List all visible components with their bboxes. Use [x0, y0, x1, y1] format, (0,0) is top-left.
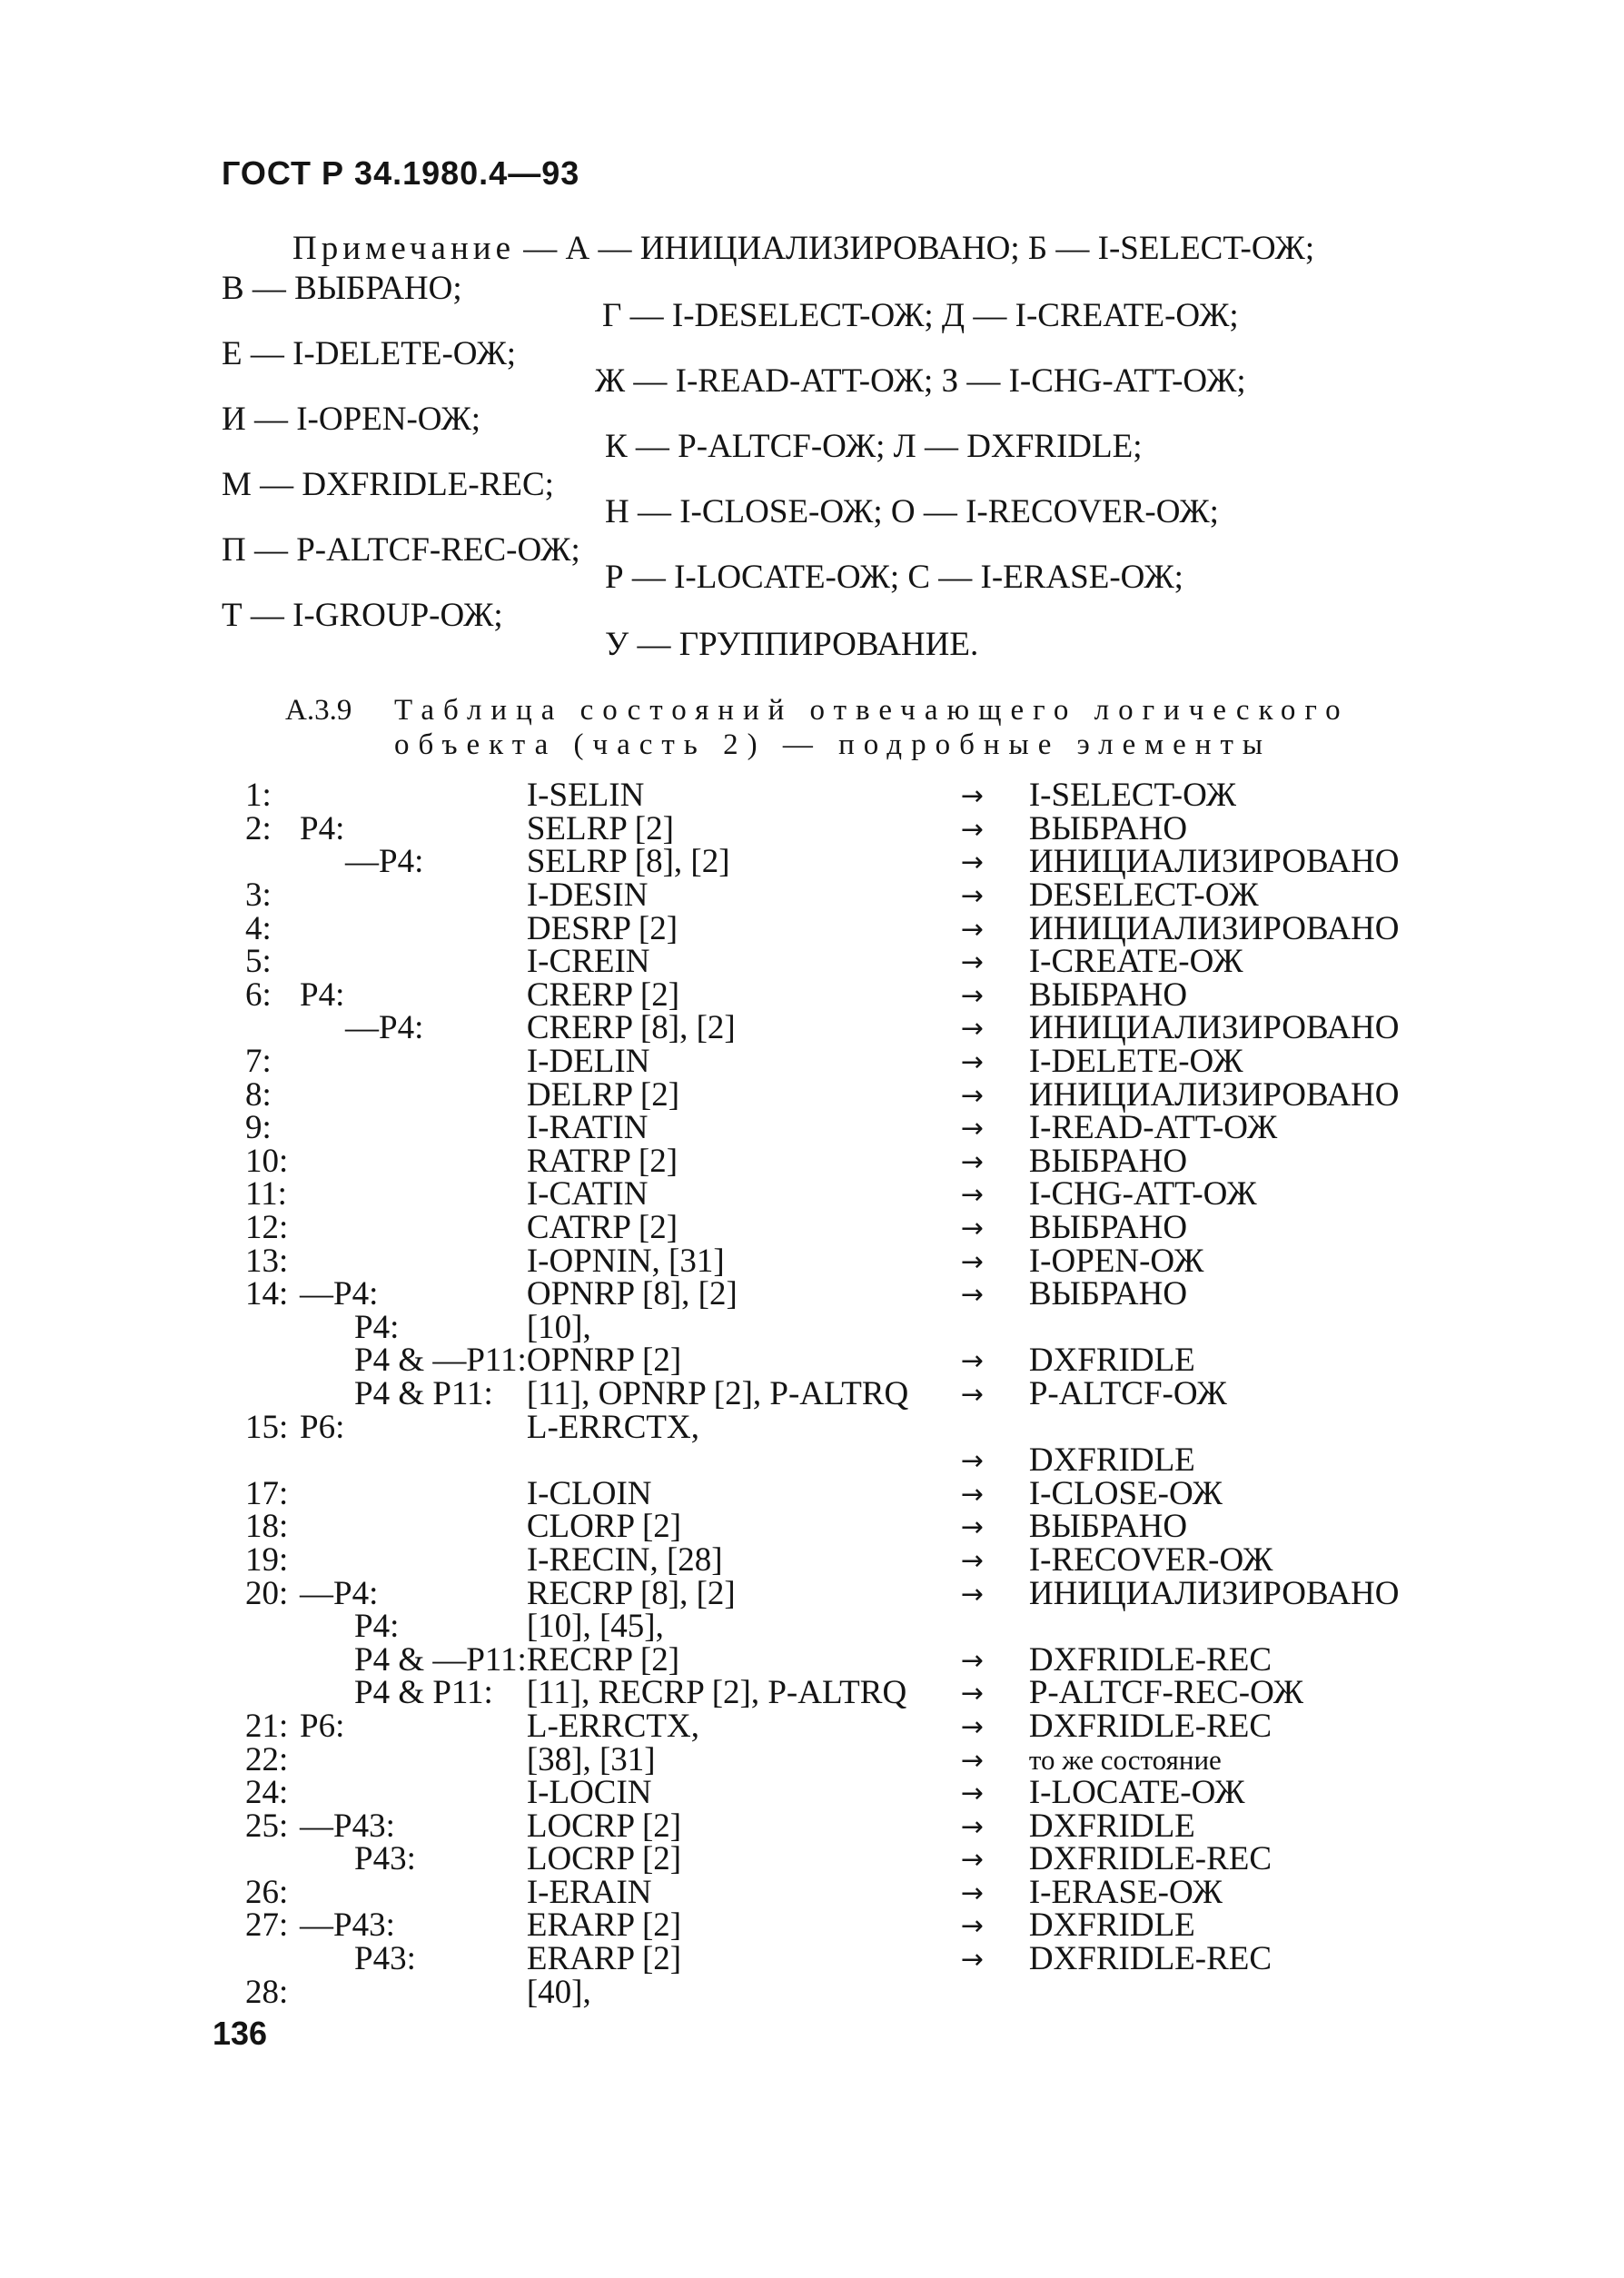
table-row: [245, 846, 1400, 879]
row-action: RATRP [2]: [526, 1142, 678, 1180]
row-action: I-DELIN: [526, 1043, 650, 1081]
row-action: RECRP [8], [2]: [526, 1574, 736, 1612]
row-number-condition-cell: [245, 1109, 527, 1147]
right-arrow-icon: →: [960, 1644, 984, 1677]
row-number: 8:: [245, 1075, 272, 1114]
table-row: [245, 1809, 1400, 1843]
row-number-condition-cell: [245, 1244, 527, 1278]
transition-arrow-cell: [961, 1411, 1029, 1444]
row-next-state: ВЫБРАНО: [1028, 1275, 1188, 1313]
row-next-state: DXFRIDLE-REC: [1028, 1707, 1272, 1745]
row-action: [38], [31]: [526, 1740, 656, 1778]
transition-arrow-cell: [961, 1444, 1029, 1478]
row-action: CRERP [8], [2]: [526, 1009, 736, 1047]
transition-arrow-cell: [961, 879, 1029, 913]
right-arrow-icon: →: [960, 780, 984, 813]
transition-arrow-cell: [961, 1777, 1029, 1810]
row-next-state: I-LOCATE-ОЖ: [1028, 1774, 1245, 1812]
right-arrow-icon: →: [960, 1445, 984, 1478]
row-action: I-ERAIN: [526, 1873, 652, 1911]
row-action: I-RATIN: [526, 1109, 649, 1147]
right-arrow-icon: →: [960, 1179, 984, 1212]
note-label: Примечание: [292, 230, 515, 267]
row-number-condition-cell: [245, 976, 527, 1014]
right-arrow-icon: →: [960, 1578, 984, 1610]
row-number: 14:: [245, 1275, 289, 1313]
row-next-state: I-CREATE-ОЖ: [1028, 943, 1243, 981]
table-row: [245, 979, 1400, 1013]
table-row: [245, 1378, 1400, 1411]
row-next-state: ВЫБРАНО: [1028, 976, 1188, 1014]
row-condition: Р43:: [354, 1840, 416, 1878]
transition-arrow-cell: [961, 1378, 1029, 1411]
row-number-condition-cell: [245, 943, 527, 981]
table-row: [245, 1643, 1400, 1677]
row-number-condition-cell: [245, 1308, 527, 1346]
row-action: I-CLOIN: [526, 1474, 652, 1512]
right-arrow-icon: →: [960, 1145, 984, 1178]
right-arrow-icon: →: [960, 1710, 984, 1743]
note-line-12: У — ГРУППИРОВАНИЕ.: [605, 626, 979, 663]
table-row: [245, 1344, 1400, 1378]
table-row: [245, 1544, 1400, 1578]
row-number-condition-cell: [245, 809, 527, 847]
transition-arrow-cell: [961, 1710, 1029, 1744]
transition-arrow-cell: [961, 1544, 1029, 1578]
row-next-state: то же состояние: [1028, 1743, 1222, 1776]
table-row: [245, 1145, 1400, 1179]
row-condition: Р4 & —Р11:: [354, 1640, 527, 1679]
row-next-state: ИНИЦИАЛИЗИРОВАНО: [1028, 1075, 1400, 1114]
table-row: [245, 1577, 1400, 1610]
right-arrow-icon: →: [960, 880, 984, 913]
row-action: LOCRP [2]: [526, 1807, 682, 1845]
row-number-condition-cell: [245, 1740, 527, 1778]
row-next-state: DESELECT-ОЖ: [1028, 877, 1259, 915]
table-row: [245, 1112, 1400, 1145]
right-arrow-icon: →: [960, 1079, 984, 1112]
row-number: 22:: [245, 1740, 289, 1778]
row-number-condition-cell: [245, 843, 527, 881]
note-line-4: Ж — I-READ-ATT-ОЖ; З — I-CHG-ATT-ОЖ;: [595, 362, 1246, 400]
right-arrow-icon: →: [960, 979, 984, 1012]
table-row: [245, 1510, 1400, 1544]
transition-arrow-cell: [961, 1244, 1029, 1278]
note-line-11: Т — I-GROUP-ОЖ;: [222, 597, 503, 634]
row-number-condition-cell: [245, 1940, 527, 1978]
row-next-state: I-SELECT-ОЖ: [1028, 777, 1237, 815]
row-next-state: [1029, 1312, 1400, 1345]
page-header: ГОСТ Р 34.1980.4—93: [222, 154, 580, 192]
row-action: I-OPNIN, [31]: [526, 1242, 725, 1280]
row-number-condition-cell: [245, 1909, 527, 1943]
row-next-state: ИНИЦИАЛИЗИРОВАНО: [1028, 1574, 1400, 1612]
row-next-state: ВЫБРАНО: [1028, 809, 1188, 847]
row-action: [527, 1444, 961, 1478]
transition-arrow-cell: [961, 1643, 1029, 1677]
right-arrow-icon: →: [960, 1279, 984, 1312]
table-row: [245, 1078, 1400, 1112]
row-action: DELRP [2]: [526, 1075, 680, 1114]
table-row: [245, 1976, 1400, 2009]
table-row: [245, 813, 1400, 847]
row-number: 26:: [245, 1873, 289, 1911]
table-row: [245, 1710, 1400, 1744]
note-line-1: В — ВЫБРАНО;: [222, 270, 462, 307]
row-number-condition-cell: [245, 1540, 527, 1579]
row-number: 25:: [245, 1807, 289, 1845]
row-number-condition-cell: [245, 879, 527, 913]
table-row: [245, 1477, 1400, 1510]
right-arrow-icon: →: [960, 1778, 984, 1810]
right-arrow-icon: →: [960, 1844, 984, 1877]
row-next-state: I-READ-ATT-ОЖ: [1028, 1109, 1278, 1147]
row-action: LOCRP [2]: [526, 1840, 682, 1878]
row-next-state: ВЫБРАНО: [1028, 1209, 1188, 1247]
transition-arrow-cell: [961, 1477, 1029, 1510]
row-number-condition-cell: [245, 1574, 527, 1612]
right-arrow-icon: →: [960, 1013, 984, 1045]
row-number: 3:: [245, 877, 272, 915]
row-next-state: P-ALTCF-REC-ОЖ: [1028, 1674, 1304, 1712]
row-number-condition-cell: [245, 779, 527, 813]
transition-arrow-cell: [961, 946, 1029, 979]
right-arrow-icon: →: [960, 1478, 984, 1510]
row-number-condition-cell: [245, 1142, 527, 1180]
section-number: А.3.9: [285, 694, 352, 727]
row-condition: —Р4:: [300, 1574, 379, 1612]
row-next-state: DXFRIDLE-REC: [1028, 1940, 1272, 1978]
row-number: 20:: [245, 1574, 289, 1612]
row-action: [11], OPNRP [2], P-ALTRQ: [526, 1374, 909, 1412]
table-row: [245, 1178, 1400, 1212]
note-line-3: Е — I-DELETE-ОЖ;: [222, 335, 517, 372]
row-condition: Р6:: [300, 1707, 345, 1745]
row-number: 27:: [245, 1907, 289, 1945]
right-arrow-icon: →: [960, 946, 984, 979]
table-row: [245, 1212, 1400, 1245]
row-number-condition-cell: [245, 1707, 527, 1745]
transition-arrow-cell: [961, 813, 1029, 847]
row-condition: Р4 & —Р11:: [354, 1342, 527, 1380]
table-row: [245, 1312, 1400, 1345]
transition-arrow-cell: [961, 1012, 1029, 1045]
row-next-state: [1029, 1610, 1400, 1644]
row-number-condition-cell: [245, 1175, 527, 1213]
row-next-state: ИНИЦИАЛИЗИРОВАНО: [1028, 909, 1400, 947]
row-condition: Р4 & Р11:: [354, 1374, 493, 1412]
row-action: ERARP [2]: [526, 1907, 682, 1945]
row-number-condition-cell: [245, 1444, 527, 1478]
section-title-line-2: объекта (часть 2) — подробные элементы: [394, 728, 1272, 761]
transition-arrow-cell: [961, 1212, 1029, 1245]
table-row: [245, 946, 1400, 979]
row-number-condition-cell: [245, 1973, 527, 2011]
table-row: [245, 1843, 1400, 1877]
row-number-condition-cell: [245, 1045, 527, 1079]
row-number-condition-cell: [245, 1275, 527, 1313]
row-next-state: DXFRIDLE-REC: [1028, 1640, 1272, 1679]
row-action: [10],: [526, 1308, 591, 1346]
row-number-condition-cell: [245, 1610, 527, 1644]
row-next-state: ИНИЦИАЛИЗИРОВАНО: [1028, 1009, 1400, 1047]
row-action: I-RECIN, [28]: [526, 1540, 723, 1579]
row-number: 1:: [245, 777, 272, 815]
right-arrow-icon: →: [960, 1678, 984, 1710]
row-next-state: I-OPEN-ОЖ: [1028, 1242, 1204, 1280]
row-action: I-CREIN: [526, 943, 650, 981]
row-next-state: ВЫБРАНО: [1028, 1508, 1188, 1546]
transition-arrow-cell: [961, 1078, 1029, 1112]
table-row: [245, 1411, 1400, 1444]
row-condition: —Р4:: [300, 1275, 379, 1313]
row-next-state: DXFRIDLE: [1028, 1807, 1195, 1845]
transition-arrow-cell: [961, 1577, 1029, 1610]
row-next-state: ИНИЦИАЛИЗИРОВАНО: [1028, 843, 1400, 881]
row-condition: —Р43:: [300, 1907, 395, 1945]
row-number: 12:: [245, 1209, 289, 1247]
row-number-condition-cell: [245, 1344, 527, 1378]
row-next-state: I-DELETE-ОЖ: [1028, 1043, 1243, 1081]
right-arrow-icon: →: [960, 1245, 984, 1278]
row-number-condition-cell: [245, 1873, 527, 1911]
row-action: DESRP [2]: [526, 909, 678, 947]
row-number-condition-cell: [245, 1474, 527, 1512]
row-action: [40],: [526, 1973, 591, 2011]
row-action: [10], [45],: [526, 1608, 664, 1646]
row-next-state: DXFRIDLE-REC: [1028, 1840, 1272, 1878]
right-arrow-icon: →: [960, 1213, 984, 1245]
row-action: L-ERRCTX,: [526, 1707, 699, 1745]
row-number-condition-cell: [245, 1009, 527, 1047]
transition-arrow-cell: [961, 1045, 1029, 1079]
right-arrow-icon: →: [960, 1810, 984, 1843]
row-number: 7:: [245, 1043, 272, 1081]
note-line-9: П — P-ALTCF-REC-ОЖ;: [222, 531, 580, 569]
right-arrow-icon: →: [960, 1944, 984, 1976]
table-row: [245, 1278, 1400, 1312]
row-number-condition-cell: [245, 1640, 527, 1679]
row-action: I-LOCIN: [526, 1774, 652, 1812]
right-arrow-icon: →: [960, 1378, 984, 1411]
table-row: [245, 1244, 1400, 1278]
right-arrow-icon: →: [960, 1744, 984, 1777]
transition-arrow-cell: [961, 846, 1029, 879]
row-number-condition-cell: [245, 909, 527, 947]
transition-arrow-cell: [961, 1809, 1029, 1843]
row-next-state: I-ERASE-ОЖ: [1028, 1873, 1223, 1911]
transition-arrow-cell: [961, 1843, 1029, 1877]
row-number: 6:: [245, 976, 272, 1014]
row-condition: Р4:: [354, 1308, 400, 1346]
row-number: 21:: [245, 1707, 289, 1745]
row-condition: [300, 1441, 354, 1479]
right-arrow-icon: →: [960, 913, 984, 946]
table-row: [245, 1943, 1400, 1976]
note-line-8: Н — I-CLOSE-ОЖ; О — I-RECOVER-ОЖ;: [605, 493, 1219, 530]
row-action: OPNRP [2]: [526, 1342, 682, 1380]
state-table-body: [245, 779, 1400, 2009]
note-line-10: Р — I-LOCATE-ОЖ; С — I-ERASE-ОЖ;: [605, 559, 1183, 596]
row-condition: —Р4:: [345, 1009, 424, 1047]
table-row: [245, 1743, 1400, 1777]
row-number: 15:: [245, 1408, 289, 1446]
transition-arrow-cell: [961, 1909, 1029, 1943]
page-number: 136: [213, 2015, 268, 2052]
row-action: I-SELIN: [526, 777, 645, 815]
row-number-condition-cell: [245, 1774, 527, 1812]
note-line-7: М — DXFRIDLE-REC;: [222, 466, 554, 503]
row-condition: Р4:: [300, 809, 345, 847]
row-number-condition-cell: [245, 1510, 527, 1544]
note-line-5: И — I-OPEN-ОЖ;: [222, 401, 481, 438]
table-row: [245, 879, 1400, 913]
row-number: 28:: [245, 1973, 289, 2011]
transition-arrow-cell: [961, 912, 1029, 946]
right-arrow-icon: →: [960, 1910, 984, 1943]
row-next-state: [1029, 1411, 1400, 1444]
table-row: [245, 1777, 1400, 1810]
row-number: 2:: [245, 809, 272, 847]
row-condition: Р4:: [300, 976, 345, 1014]
row-condition: Р43:: [354, 1940, 416, 1978]
table-row: [245, 1610, 1400, 1644]
row-action: ERARP [2]: [526, 1940, 682, 1978]
row-next-state: DXFRIDLE: [1028, 1441, 1195, 1480]
row-action: I-DESIN: [526, 877, 649, 915]
row-number: 13:: [245, 1242, 289, 1280]
row-number-condition-cell: [245, 1075, 527, 1114]
right-arrow-icon: →: [960, 813, 984, 846]
row-next-state: ВЫБРАНО: [1028, 1142, 1188, 1180]
note-line-6: К — P-ALTCF-ОЖ; Л — DXFRIDLE;: [605, 428, 1143, 465]
state-table: [245, 779, 1400, 2009]
row-number: 24:: [245, 1774, 289, 1812]
row-action: OPNRP [8], [2]: [526, 1275, 738, 1313]
row-action: SELRP [2]: [526, 809, 674, 847]
right-arrow-icon: →: [960, 1511, 984, 1544]
row-action: SELRP [8], [2]: [526, 843, 730, 881]
note-text: — А — ИНИЦИАЛИЗИРОВАНО; Б — I-SELECT-ОЖ;: [523, 230, 1315, 267]
row-next-state: [1029, 1976, 1400, 2009]
right-arrow-icon: →: [960, 1544, 984, 1577]
transition-arrow-cell: [961, 1312, 1029, 1345]
table-row: [245, 779, 1400, 813]
right-arrow-icon: →: [960, 1877, 984, 1909]
row-number: 11:: [245, 1175, 287, 1213]
row-next-state: P-ALTCF-ОЖ: [1028, 1374, 1227, 1412]
row-action: I-CATIN: [526, 1175, 649, 1213]
table-row: [245, 912, 1400, 946]
transition-arrow-cell: [961, 779, 1029, 813]
transition-arrow-cell: [961, 1743, 1029, 1777]
note-line-2: Г — I-DESELECT-ОЖ; Д — I-CREATE-ОЖ;: [602, 297, 1239, 334]
row-condition: Р6:: [300, 1408, 345, 1446]
row-next-state: I-CLOSE-ОЖ: [1028, 1474, 1223, 1512]
transition-arrow-cell: [961, 1877, 1029, 1910]
transition-arrow-cell: [961, 1677, 1029, 1710]
row-number: 19:: [245, 1540, 289, 1579]
row-number: 18:: [245, 1508, 289, 1546]
right-arrow-icon: →: [960, 847, 984, 879]
row-number: 9:: [245, 1109, 272, 1147]
section-title-line-1: Таблица состояний отвечающего логического: [394, 694, 1350, 727]
transition-arrow-cell: [961, 1610, 1029, 1644]
row-next-state: I-RECOVER-ОЖ: [1028, 1540, 1273, 1579]
note-line-0: [292, 229, 1314, 268]
row-action: [11], RECRP [2], P-ALTRQ: [526, 1674, 907, 1712]
table-row: [245, 1045, 1400, 1079]
row-condition: Р4:: [354, 1608, 400, 1646]
transition-arrow-cell: [961, 1178, 1029, 1212]
row-action: CLORP [2]: [526, 1508, 682, 1546]
row-number: 4:: [245, 909, 272, 947]
row-number-condition-cell: [245, 1809, 527, 1843]
row-number-condition-cell: [245, 1374, 527, 1412]
row-number: 10:: [245, 1142, 289, 1180]
table-row: [245, 1877, 1400, 1910]
row-number: 5:: [245, 943, 272, 981]
transition-arrow-cell: [961, 1510, 1029, 1544]
row-number-condition-cell: [245, 1674, 527, 1712]
row-number-condition-cell: [245, 1840, 527, 1878]
row-action: CATRP [2]: [526, 1209, 678, 1247]
transition-arrow-cell: [961, 1145, 1029, 1179]
transition-arrow-cell: [961, 979, 1029, 1013]
transition-arrow-cell: [961, 1943, 1029, 1976]
row-number-condition-cell: [245, 1408, 527, 1446]
transition-arrow-cell: [961, 1112, 1029, 1145]
row-next-state: DXFRIDLE: [1028, 1342, 1195, 1380]
row-next-state: DXFRIDLE: [1028, 1907, 1195, 1945]
row-action: CRERP [2]: [526, 976, 680, 1014]
row-condition: —Р4:: [345, 843, 424, 881]
table-row: [245, 1677, 1400, 1710]
table-row: [245, 1012, 1400, 1045]
transition-arrow-cell: [961, 1278, 1029, 1312]
row-condition: —Р43:: [300, 1807, 395, 1845]
right-arrow-icon: →: [960, 1046, 984, 1079]
row-action: L-ERRCTX,: [526, 1408, 699, 1446]
row-condition: Р4 & Р11:: [354, 1674, 493, 1712]
row-action: RECRP [2]: [526, 1640, 680, 1679]
transition-arrow-cell: [961, 1976, 1029, 2009]
table-row: [245, 1909, 1400, 1943]
transition-arrow-cell: [961, 1344, 1029, 1378]
row-number: 17:: [245, 1474, 289, 1512]
row-number-condition-cell: [245, 1209, 527, 1247]
right-arrow-icon: →: [960, 1345, 984, 1378]
table-row: [245, 1444, 1400, 1478]
right-arrow-icon: →: [960, 1113, 984, 1145]
row-next-state: I-CHG-ATT-ОЖ: [1028, 1175, 1257, 1213]
